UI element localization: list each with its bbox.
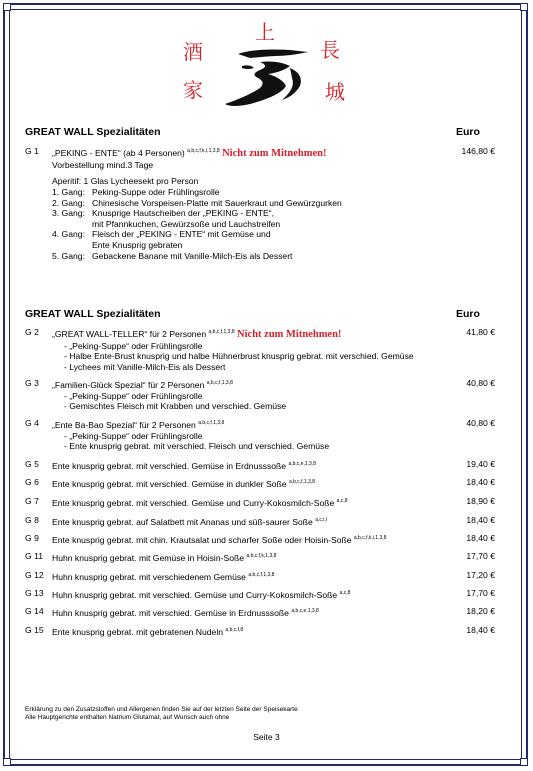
course-text: Knusprige Hautscheiben der „PEKING - ENTE“, (92, 208, 274, 219)
item-allergens: a,b,c,e,1,3,8 (288, 461, 316, 467)
section1-currency: Euro (456, 126, 480, 138)
item-code: G 2 (25, 327, 39, 337)
item-price: 18,20 € (466, 606, 495, 616)
item-detail: - „Peking-Suppe“ oder Frühlingsrolle (64, 430, 203, 441)
item-code: G 5 (25, 459, 39, 469)
item-price: 18,40 € (466, 625, 495, 635)
item-allergens: a,b,c,f,1,3,8 (288, 479, 316, 485)
item-code: G 14 (25, 606, 44, 616)
item-allergens: a,b,c,f,1,3,8 (198, 420, 225, 426)
section2-currency: Euro (456, 308, 480, 320)
item-code: G 3 (25, 378, 39, 388)
item-name: Ente knusprig gebrat. auf Salatbett mit Ananas und süß-saurer Soße (52, 517, 313, 527)
item-price: 40,80 € (466, 378, 495, 388)
item-name: Ente knusprig gebrat. mit gebratenen Nudeln (52, 627, 224, 637)
item-subline: Vorbestellung mind.3 Tage (52, 159, 154, 170)
course-text: Peking-Suppe oder Frühlingsrolle (92, 187, 220, 197)
corner-top-right (520, 3, 528, 11)
footnote-line: Erklärung zu den Zusatzstoffen und Allergenen finden Sie auf der letzten Seite der Speisekarte (25, 706, 298, 713)
item-price: 40,80 € (466, 418, 495, 428)
item-price: 17,20 € (466, 570, 495, 580)
item-price: 17,70 € (466, 588, 495, 598)
restaurant-logo (175, 22, 355, 112)
item-detail: - Halbe Ente-Brust knusprig und halbe Hühnerbrust knusprig gebrat. mit verschied. Gemüse (64, 351, 414, 362)
item-name: „Familien-Glück Spezial“ für 2 Personen (52, 380, 205, 390)
item-allergens: a,b,c,f,1,3,8 (206, 380, 233, 386)
item-price: 17,70 € (466, 551, 495, 561)
item-code: G 12 (25, 570, 44, 580)
corner-bottom-left (3, 758, 11, 766)
aperitif-line: Aperitif: 1 Glas Lycheesekt pro Person (52, 176, 199, 186)
item-allergens: a,b,c,f,k,i,1,3,8 (353, 535, 387, 541)
page-number: Seite 3 (253, 732, 280, 742)
course-text: Fleisch der „PEKING - ENTE“ mit Gemüse und (92, 229, 271, 240)
corner-top-left (3, 3, 11, 11)
course-label: 1. Gang: (52, 187, 85, 197)
item-code: G 11 (25, 551, 43, 561)
takeaway-warning: Nicht zum Mitnehmen! (237, 329, 342, 340)
item-code: G 1 (25, 146, 39, 156)
item-name: Huhn knusprig gebrat. mit verschiedenem Gemüse (52, 572, 246, 582)
course-label: 5. Gang: (52, 250, 85, 261)
item-allergens: a,c,i,l (315, 517, 327, 523)
item-allergens: a,c,8 (336, 498, 348, 504)
item-code: G 8 (25, 515, 39, 525)
item-name: Ente knusprig gebrat. mit verschied. Gemüse in dunkler Soße (52, 479, 287, 489)
section2-title: GREAT WALL Spezialitäten (25, 308, 161, 320)
item-name: Huhn knusprig gebrat. mit verschied. Gemüse und Curry-Kokosmilch-Soße (52, 590, 338, 600)
item-name: Ente knusprig gebrat. mit chin. Krautsalat und scharfer Soße oder Hoisin-Soße (52, 535, 352, 545)
item-detail: - „Peking-Suppe“ oder Frühlingsrolle (64, 390, 203, 401)
item-name: Huhn knusprig gebrat. mit verschied. Gemüse in Erdnusssoße (52, 608, 289, 618)
item-price: 41,80 € (466, 327, 495, 337)
item-detail: - Lychees mit Vanille-Milch-Eis als Dessert (64, 361, 226, 372)
item-price: 146,80 € (461, 146, 495, 156)
footnote-line: Alle Hauptgerichte enthalten Natrium Glutamat, auf Wunsch auch ohne (25, 714, 230, 722)
item-name: „Ente Ba-Bao Spezial“ für 2 Personen (52, 420, 196, 430)
great-wall-brush-icon (220, 44, 315, 110)
item-allergens: a,b,c,f,1,3,8 (248, 572, 275, 578)
item-name: Huhn knusprig gebrat. mit Gemüse in Hoisin-Soße (52, 553, 245, 563)
course-text: Chinesische Vorspeisen-Platte mit Sauerkraut und Gewürzgurken (92, 197, 342, 208)
course-list (52, 187, 342, 261)
item-name: Ente knusprig gebrat. mit verschied. Gemüse in Erdnusssoße (52, 461, 287, 471)
course-text: Ente Knusprig gebraten (92, 239, 183, 250)
item-allergens: a,b,c,f,8 (225, 627, 244, 633)
corner-bottom-right (520, 758, 528, 766)
logo-char-cheng: 城 (325, 80, 345, 104)
course-text: mit Pfannkuchen, Gewürzsoße und Lauchstreifen (92, 218, 281, 229)
item-allergens: a,b,c,f,k,i,1,3,8 (187, 148, 220, 154)
item-name: Ente knusprig gebrat. mit verschied. Gemüse und Curry-Kokosmilch-Soße (52, 498, 335, 508)
item-name: „PEKING - ENTE“ (ab 4 Personen) (52, 148, 185, 158)
item-detail: - Ente knusprig gebrat. mit verschied. Fleisch und verschied. Gemüse (64, 441, 330, 452)
logo-char-jiu: 酒 (183, 40, 203, 64)
item-code: G 7 (25, 496, 39, 506)
logo-char-chang: 長 (320, 38, 340, 62)
item-allergens: a,b,c,f,1,3,8 (208, 329, 235, 335)
item-price: 18,40 € (466, 515, 495, 525)
course-text: Gebackene Banane mit Vanille-Milch-Eis als Dessert (92, 250, 293, 261)
item-price: 18,40 € (466, 533, 495, 543)
item-allergens: a,b,c,f,k,1,3,8 (246, 553, 277, 559)
allergen-footnote (25, 706, 298, 722)
item-allergens: a,b,c,e,1,3,8 (291, 608, 319, 614)
item-code: G 13 (25, 588, 44, 598)
item-code: G 6 (25, 477, 39, 487)
section1-title: GREAT WALL Spezialitäten (25, 126, 161, 138)
item-price: 19,40 € (466, 459, 495, 469)
item-name: „GREAT WALL-TELLER“ für 2 Personen (52, 329, 207, 339)
logo-char-shang: 上 (255, 20, 275, 44)
course-label: 4. Gang: (52, 229, 85, 240)
takeaway-warning: Nicht zum Mitnehmen! (222, 148, 327, 159)
item-detail: - „Peking-Suppe“ oder Frühlingsrolle (64, 340, 203, 351)
item-price: 18,90 € (466, 496, 495, 506)
item-allergens: a,c,8 (339, 590, 351, 596)
item-code: G 9 (25, 533, 39, 543)
course-label: 3. Gang: (52, 208, 85, 219)
logo-char-jia: 家 (183, 78, 203, 102)
item-code: G 4 (25, 418, 39, 428)
item-price: 18,40 € (466, 477, 495, 487)
course-label: 2. Gang: (52, 197, 85, 208)
item-detail: - Gemischtes Fleisch mit Krabben und verschied. Gemüse (64, 401, 287, 412)
item-code: G 15 (25, 625, 44, 635)
